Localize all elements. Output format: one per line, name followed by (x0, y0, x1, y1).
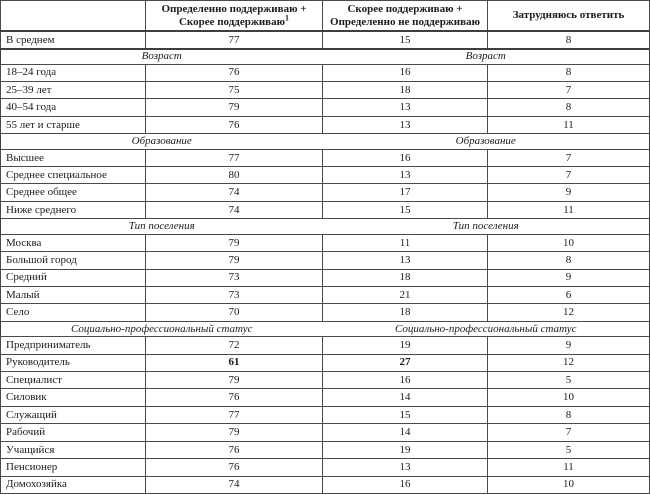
value-cell: 13 (323, 116, 488, 133)
value-cell: 14 (323, 389, 488, 406)
table-row (1, 476, 650, 494)
value-cell: 77 (146, 149, 323, 166)
table-row (1, 354, 650, 371)
section-row (1, 219, 650, 234)
table-row (1, 337, 650, 354)
value-cell: 10 (488, 476, 650, 494)
row-label: Москва (1, 234, 146, 251)
table-body (1, 31, 650, 493)
table-row (1, 441, 650, 458)
value-cell: 16 (323, 149, 488, 166)
table-row (1, 304, 650, 321)
value-cell: 18 (323, 269, 488, 286)
value-cell: 17 (323, 184, 488, 201)
value-cell: 8 (488, 64, 650, 81)
value-cell: 13 (323, 459, 488, 476)
table-row (1, 459, 650, 476)
table-row (1, 167, 650, 184)
section-label: Возраст (1, 49, 323, 64)
value-cell: 77 (146, 406, 323, 423)
value-cell: 80 (146, 167, 323, 184)
col-header-undecided: Затрудняюсь ответить (488, 1, 650, 32)
value-cell: 76 (146, 116, 323, 133)
table-row (1, 389, 650, 406)
table-row (1, 201, 650, 218)
value-cell: 11 (488, 459, 650, 476)
row-label: Среднее специальное (1, 167, 146, 184)
col-header-not-support: Скорее поддерживаю + Определенно не поддерживаю (323, 1, 488, 32)
table-row (1, 81, 650, 98)
row-label: 55 лет и старше (1, 116, 146, 133)
table-row (1, 286, 650, 303)
value-cell: 7 (488, 149, 650, 166)
col-header-support: Определенно поддерживаю + Скорее поддерживаю$^1$ (146, 1, 323, 32)
row-label: В среднем (1, 31, 146, 48)
value-cell: 73 (146, 269, 323, 286)
row-label: Руководитель (1, 354, 146, 371)
value-cell: 79 (146, 99, 323, 116)
table-row (1, 64, 650, 81)
table-row (1, 234, 650, 251)
table-row (1, 252, 650, 269)
row-label: Учащийся (1, 441, 146, 458)
value-cell: 21 (323, 286, 488, 303)
row-label: Предприниматель (1, 337, 146, 354)
row-label: Средний (1, 269, 146, 286)
section-row (1, 49, 650, 64)
section-label: Образование (323, 134, 650, 149)
row-label: Пенсионер (1, 459, 146, 476)
section-row (1, 134, 650, 149)
table-row (1, 99, 650, 116)
value-cell: 8 (488, 406, 650, 423)
row-label: Ниже среднего (1, 201, 146, 218)
section-label: Социально-профессиональный статус (1, 321, 323, 336)
value-cell: 5 (488, 371, 650, 388)
value-cell: 14 (323, 424, 488, 441)
value-cell: 76 (146, 389, 323, 406)
value-cell: 10 (488, 389, 650, 406)
table-row (1, 406, 650, 423)
value-cell: 9 (488, 337, 650, 354)
value-cell: 70 (146, 304, 323, 321)
value-cell: 9 (488, 269, 650, 286)
value-cell: 16 (323, 64, 488, 81)
value-cell: 18 (323, 304, 488, 321)
value-cell: 72 (146, 337, 323, 354)
value-cell: 8 (488, 99, 650, 116)
row-label: Специалист (1, 371, 146, 388)
value-cell: 8 (488, 31, 650, 48)
value-cell: 79 (146, 234, 323, 251)
value-cell: 8 (488, 252, 650, 269)
footnote-marker: 1 (285, 12, 290, 22)
col-header-empty (1, 1, 146, 32)
section-label: Образование (1, 134, 323, 149)
value-cell: 61 (146, 354, 323, 371)
table-row (1, 31, 650, 48)
table-row (1, 149, 650, 166)
value-cell: 18 (323, 81, 488, 98)
header-row (1, 1, 650, 32)
row-label: Село (1, 304, 146, 321)
table-row (1, 184, 650, 201)
row-label: Большой город (1, 252, 146, 269)
value-cell: 13 (323, 252, 488, 269)
row-label: Среднее общее (1, 184, 146, 201)
value-cell: 19 (323, 337, 488, 354)
section-label: Тип поселения (323, 219, 650, 234)
row-label: Высшее (1, 149, 146, 166)
value-cell: 11 (488, 116, 650, 133)
value-cell: 77 (146, 31, 323, 48)
table-row (1, 116, 650, 133)
row-label: Силовик (1, 389, 146, 406)
section-row (1, 321, 650, 336)
value-cell: 16 (323, 371, 488, 388)
value-cell: 74 (146, 476, 323, 494)
row-label: 25–39 лет (1, 81, 146, 98)
section-label: Социально-профессиональный статус (323, 321, 650, 336)
row-label: Служащий (1, 406, 146, 423)
value-cell: 27 (323, 354, 488, 371)
row-label: Малый (1, 286, 146, 303)
value-cell: 12 (488, 354, 650, 371)
value-cell: 7 (488, 424, 650, 441)
table-row (1, 371, 650, 388)
value-cell: 9 (488, 184, 650, 201)
value-cell: 19 (323, 441, 488, 458)
value-cell: 76 (146, 441, 323, 458)
value-cell: 11 (323, 234, 488, 251)
value-cell: 7 (488, 81, 650, 98)
value-cell: 5 (488, 441, 650, 458)
table-row (1, 269, 650, 286)
value-cell: 7 (488, 167, 650, 184)
value-cell: 12 (488, 304, 650, 321)
value-cell: 16 (323, 476, 488, 494)
row-label: Домохозяйка (1, 476, 146, 494)
value-cell: 79 (146, 371, 323, 388)
table-header (1, 1, 650, 32)
value-cell: 76 (146, 64, 323, 81)
value-cell: 10 (488, 234, 650, 251)
value-cell: 13 (323, 167, 488, 184)
value-cell: 79 (146, 252, 323, 269)
value-cell: 15 (323, 406, 488, 423)
value-cell: 6 (488, 286, 650, 303)
value-cell: 11 (488, 201, 650, 218)
value-cell: 15 (323, 201, 488, 218)
section-label: Тип поселения (1, 219, 323, 234)
row-label: 40–54 года (1, 99, 146, 116)
value-cell: 15 (323, 31, 488, 48)
row-label: Рабочий (1, 424, 146, 441)
value-cell: 73 (146, 286, 323, 303)
value-cell: 76 (146, 459, 323, 476)
value-cell: 79 (146, 424, 323, 441)
table-row (1, 424, 650, 441)
value-cell: 74 (146, 184, 323, 201)
section-label: Возраст (323, 49, 650, 64)
row-label: 18–24 года (1, 64, 146, 81)
value-cell: 75 (146, 81, 323, 98)
value-cell: 74 (146, 201, 323, 218)
value-cell: 13 (323, 99, 488, 116)
